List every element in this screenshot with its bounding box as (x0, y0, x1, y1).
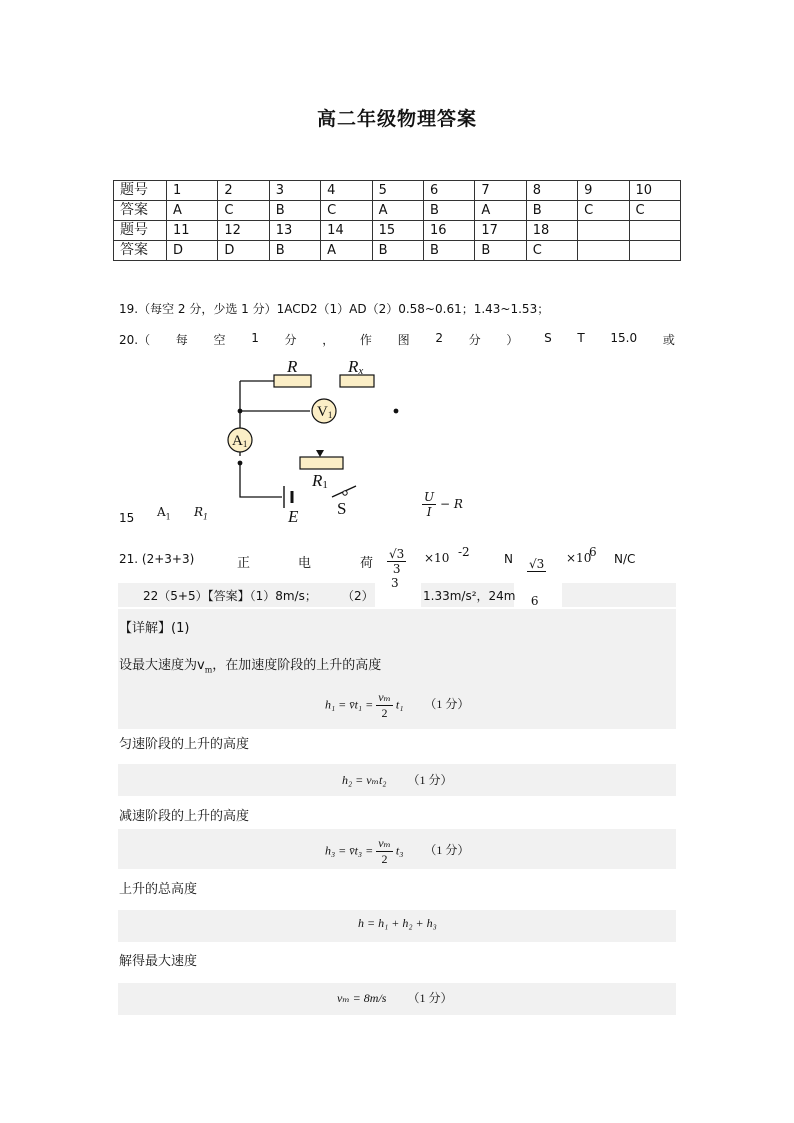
table-cell: B (269, 241, 320, 261)
q20-token: 20.（ (119, 333, 151, 347)
q21-fraction-2: √3 (529, 557, 545, 571)
table-cell: D (167, 241, 218, 261)
q21-times-2: ×10 (566, 551, 592, 565)
equation-5: vₘ = 8m/s （1 分） (337, 991, 453, 1005)
table-cell: A (475, 201, 526, 221)
row-header: 答案 (114, 201, 167, 221)
q20-token: 分 (284, 333, 297, 347)
table-cell (578, 221, 629, 241)
q21-char-3: 荷 (360, 556, 374, 571)
q20-A1: $A_1$ (157, 505, 171, 522)
label-S: S (337, 499, 347, 518)
label-A1: A1 (232, 433, 248, 449)
table-cell: C (526, 241, 577, 261)
resistor-Rx (340, 375, 374, 387)
equation-2: h₂ = vₘt₂ （1 分） (342, 773, 453, 787)
table-cell: 1 (167, 181, 218, 201)
answer-table (113, 180, 681, 261)
detail-p2: 匀速阶段的上升的高度 (119, 737, 250, 752)
node-dot (238, 461, 243, 466)
table-cell: A (372, 201, 423, 221)
q22-label: 22（5+5）【答案】（1）8m/s； (143, 589, 317, 603)
equation-1: h₁ = v̄t₁ = $\frac{\text{vₘ}}{2}$ t₁ （1 分） (325, 690, 470, 720)
label-E: E (288, 507, 299, 526)
q20-token: 作 (359, 333, 372, 347)
table-cell: 2 (218, 181, 269, 201)
table-cell: D (218, 241, 269, 261)
table-cell: A (167, 201, 218, 221)
q21-unit-2: N/C (614, 552, 636, 566)
table-row (114, 181, 681, 201)
table-cell: A (321, 241, 372, 261)
table-cell: C (218, 201, 269, 221)
equation-3: h₃ = v̄t₃ = $\frac{\text{vₘ}}{2}$ t₃ （1 分） (325, 836, 470, 866)
detail-p5: 解得最大速度 (119, 954, 198, 969)
table-cell: 17 (475, 221, 526, 241)
q21-char-2: 电 (298, 556, 312, 571)
label-R: R (287, 357, 298, 376)
label-Rx: Rx (348, 357, 364, 377)
circuit-diagram (222, 356, 412, 526)
table-cell: 14 (321, 221, 372, 241)
table-cell: 8 (526, 181, 577, 201)
q20-answer: 15 (119, 511, 135, 525)
q21-unit-1: N (504, 552, 513, 566)
table-cell: 7 (475, 181, 526, 201)
table-cell: 10 (629, 181, 680, 201)
detail-p3: 减速阶段的上升的高度 (119, 809, 250, 824)
table-cell: 11 (167, 221, 218, 241)
detail-p1: 设最大速度为$v_m$，在加速度阶段的上升的高度 (119, 658, 382, 675)
table-cell: B (526, 201, 577, 221)
row-header: 题号 (114, 181, 167, 201)
table-row (114, 221, 681, 241)
table-cell: 6 (423, 181, 474, 201)
table-cell: 12 (218, 221, 269, 241)
q20-token: T (577, 331, 585, 345)
page-title: 高二年级物理答案 (316, 108, 477, 130)
q22-mid: 1.33m/s²，24m (423, 589, 516, 603)
q21-fraction: $\frac{√3}{3}$ (389, 547, 405, 576)
q21-exp-2: 6 (589, 545, 597, 559)
equation-4: h = h₁ + h₂ + h₃ (358, 916, 437, 930)
table-cell: 13 (269, 221, 320, 241)
switch-contact (343, 491, 347, 495)
table-cell: B (423, 241, 474, 261)
q20-token: 2 (435, 331, 443, 345)
detail-p4: 上升的总高度 (119, 882, 198, 897)
node-dot (394, 409, 399, 414)
q21-exp-1: -2 (458, 545, 470, 559)
q20-token: 空 (213, 333, 226, 347)
table-row (114, 241, 681, 261)
q20-token: S (544, 331, 552, 345)
table-cell: B (475, 241, 526, 261)
table-cell: C (629, 201, 680, 221)
detail-head: 【详解】(1) (119, 621, 190, 636)
q21-times-1: ×10 (424, 551, 450, 565)
table-cell: 16 (423, 221, 474, 241)
q20-token: ） (506, 333, 519, 347)
q21-label: 21. (2+3+3) (119, 552, 195, 566)
resistor-R (274, 375, 311, 387)
row-header: 题号 (114, 221, 167, 241)
table-cell: 15 (372, 221, 423, 241)
resistor-R1 (300, 457, 343, 469)
q20-token: 15.0 (610, 331, 638, 345)
q20-token: 每 (175, 333, 188, 347)
lower-wire (240, 463, 282, 497)
q19-line: 19.（每空 2 分，少选 1 分）1ACD2（1）AD（2）0.58~0.61；1.43~1.53； (119, 302, 550, 316)
table-cell (629, 241, 680, 261)
q20-graph-axis: $\frac{U}{I}$ − R (424, 490, 463, 519)
table-cell (578, 241, 629, 261)
table-cell: B (269, 201, 320, 221)
q22-den3: 3 (391, 576, 399, 590)
q20-line (119, 331, 675, 348)
table-cell: 4 (321, 181, 372, 201)
q21-char-1: 正 (237, 556, 251, 571)
table-cell: C (578, 201, 629, 221)
q20-token: 或 (662, 333, 675, 347)
table-cell (629, 221, 680, 241)
table-row (114, 201, 681, 221)
q22-part2: （2） (342, 589, 374, 603)
q20-R1: $R_1$ (194, 505, 209, 522)
q22-fraction: 6 (530, 594, 539, 608)
q20-token: 图 (397, 333, 410, 347)
table-cell: B (423, 201, 474, 221)
table-cell: B (372, 241, 423, 261)
table-cell: 3 (269, 181, 320, 201)
label-R1: R1 (312, 471, 328, 491)
label-V1: V1 (317, 404, 333, 420)
slider-arrow (316, 450, 324, 457)
table-cell: 5 (372, 181, 423, 201)
node-dot (238, 409, 243, 414)
q20-token: 1 (251, 331, 259, 345)
table-cell: C (321, 201, 372, 221)
q20-token: ， (322, 333, 335, 347)
row-header: 答案 (114, 241, 167, 261)
table-cell: 9 (578, 181, 629, 201)
q20-token: 分 (468, 333, 481, 347)
table-cell: 18 (526, 221, 577, 241)
